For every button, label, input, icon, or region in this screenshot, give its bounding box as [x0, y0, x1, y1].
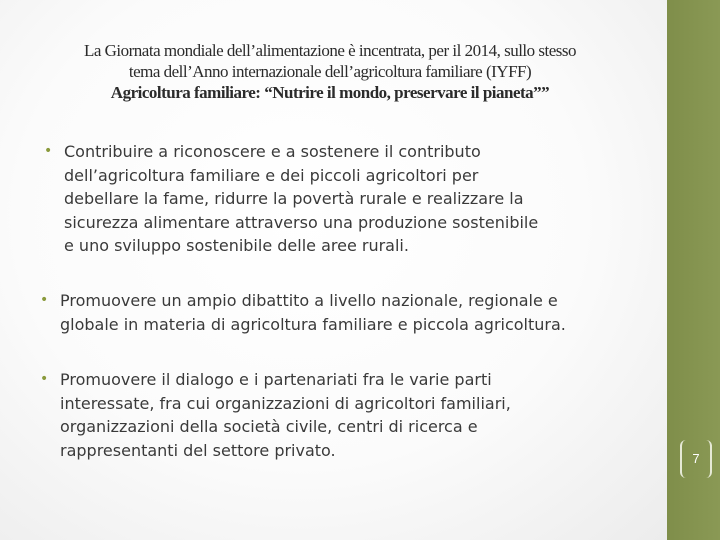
- bullet-item-1: [44, 140, 624, 258]
- bullet-marker: •: [40, 292, 49, 308]
- bullet-line: dell’agricoltura familiare e dei piccoli agricoltori per: [64, 165, 479, 185]
- bullet-line: Contribuire a riconoscere e a sostenere il contributo: [64, 142, 481, 161]
- slide-subtitle: Agricoltura familiare: “Nutrire il mondo, preservare il pianeta””: [110, 83, 550, 102]
- bullet-marker: •: [40, 371, 49, 387]
- bullet-item-2: [40, 289, 660, 336]
- bullet-line: rappresentanti del settore privato.: [60, 440, 336, 460]
- page-number-badge: [680, 440, 712, 478]
- bullet-line: Promuovere un ampio dibattito a livello nazionale, regionale e: [60, 291, 558, 310]
- title-line-1: La Giornata mondiale dell’alimentazione è incentrata, per il 2014, sullo stesso: [83, 41, 577, 60]
- slide-title: [20, 40, 640, 103]
- bullet-line: organizzazioni della società civile, centri di ricerca e: [60, 417, 478, 436]
- bullet-line: Promuovere il dialogo e i partenariati fra le varie parti: [60, 370, 492, 389]
- page-number: 7: [692, 451, 700, 466]
- bullet-line: debellare la fame, ridurre la povertà rurale e realizzare la: [64, 189, 524, 208]
- bullet-marker: •: [44, 143, 53, 159]
- bullet-line: globale in materia di agricoltura familiare e piccola agricoltura.: [60, 314, 566, 334]
- bullet-item-3: [40, 368, 620, 462]
- bullet-line: sicurezza alimentare attraverso una produzione sostenibile: [64, 212, 539, 232]
- bullet-line: interessate, fra cui organizzazioni di agricoltori familiari,: [60, 393, 511, 413]
- title-line-2: tema dell’Anno internazionale dell’agricoltura familiare (IYFF): [128, 62, 532, 81]
- bullet-line: e uno sviluppo sostenibile delle aree rurali.: [64, 236, 409, 255]
